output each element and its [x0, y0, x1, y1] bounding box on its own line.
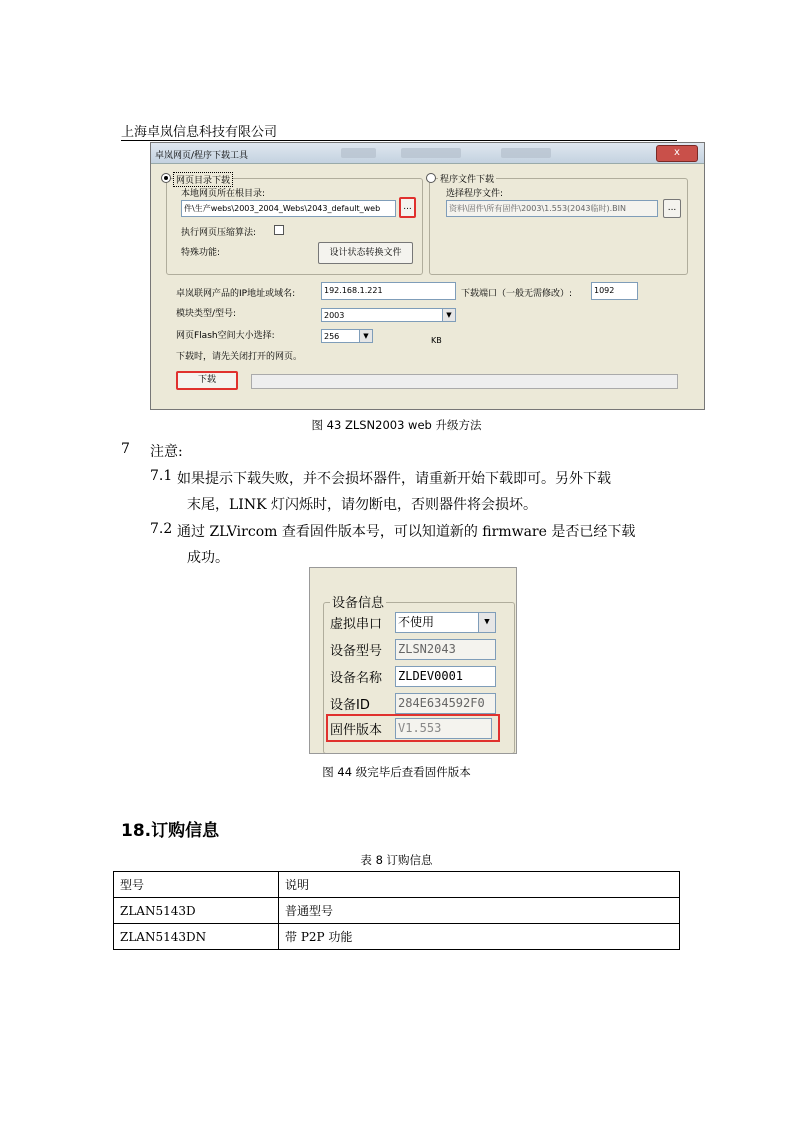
note-item1-line2: 末尾，LINK 灯闪烁时，请勿断电，否则器件将会损坏。: [187, 497, 537, 513]
port-label: 下载端口（一般无需修改）:: [461, 289, 573, 299]
device-info-window: [309, 567, 517, 754]
section-title: 18.订购信息: [121, 821, 220, 841]
table-caption: 表 8 订购信息: [360, 853, 433, 867]
note-item2-line2: 成功。: [187, 550, 229, 566]
special-label: 特殊功能:: [181, 248, 221, 258]
table-header-cell: 型号: [114, 872, 279, 898]
flash-size-select[interactable]: [321, 329, 373, 343]
order-table: [113, 871, 680, 950]
table-cell: 带 P2P 功能: [279, 924, 680, 950]
figure44-caption: 图 44 级完毕后查看固件版本: [322, 765, 471, 779]
model-label: 模块类型/型号:: [176, 309, 237, 319]
table-row: [114, 924, 680, 950]
device-name-field[interactable]: ZLDEV0001: [395, 666, 496, 687]
device-model-label: 设备型号: [330, 644, 383, 659]
blurred-titlebar-item: [401, 148, 461, 158]
figure43-caption: 图 43 ZLSN2003 web 升级方法: [311, 418, 482, 432]
compress-checkbox[interactable]: [274, 225, 284, 235]
download-progress-bar: [251, 374, 678, 389]
table-cell: ZLAN5143D: [114, 898, 279, 924]
table-header-row: [114, 872, 680, 898]
note-title: 注意:: [150, 444, 183, 460]
model-select-value: 2003: [324, 311, 345, 320]
web-download-label: 网页目录下载: [173, 172, 233, 187]
note-item1-line1: 如果提示下载失败，并不会损坏器件，请重新开始下载即可。另外下载: [177, 471, 611, 487]
device-id-field: 284E634592F0: [395, 693, 496, 714]
virtual-serial-label: 虚拟串口: [330, 617, 383, 632]
program-file-input[interactable]: 资料\固件\所有固件\2003\1.553(2043临时).BIN: [446, 200, 658, 217]
firmware-version-field: V1.553: [395, 718, 492, 739]
header-rule: [121, 140, 677, 141]
root-dir-label: 本地网页所在根目录:: [181, 189, 266, 199]
program-file-label: 选择程序文件:: [446, 189, 504, 199]
device-id-label: 设备ID: [330, 698, 370, 713]
flash-unit: KB: [431, 336, 442, 345]
virtual-serial-value: 不使用: [398, 615, 435, 629]
note-item2-line1: 通过 ZLVircom 查看固件版本号，可以知道新的 firmware 是否已经下载: [177, 524, 636, 540]
note-item1-number: 7.1: [150, 468, 173, 484]
chevron-down-icon[interactable]: ▼: [478, 613, 495, 632]
table-cell: 普通型号: [279, 898, 680, 924]
firmware-version-label: 固件版本: [330, 723, 383, 738]
root-dir-input[interactable]: 件\生产webs\2003_2004_Webs\2043_default_web: [181, 200, 396, 217]
window-titlebar: [151, 143, 704, 164]
flash-size-label: 网页Flash空间大小选择:: [176, 331, 275, 341]
program-download-radio[interactable]: [426, 173, 436, 183]
chevron-down-icon[interactable]: ▼: [359, 330, 372, 342]
table-row: [114, 898, 680, 924]
design-convert-button[interactable]: 设计状态转换文件: [318, 242, 413, 264]
note-item2-number: 7.2: [150, 521, 173, 537]
close-pages-hint: 下载时，请先关闭打开的网页。: [176, 352, 303, 362]
close-button[interactable]: x: [656, 145, 698, 162]
port-input[interactable]: 1092: [591, 282, 638, 300]
download-tool-window: [150, 142, 705, 410]
table-cell: ZLAN5143DN: [114, 924, 279, 950]
program-file-browse-button[interactable]: ...: [663, 199, 681, 218]
note-number: 7: [121, 441, 130, 457]
web-download-radio[interactable]: [161, 173, 171, 183]
blurred-titlebar-item: [341, 148, 376, 158]
company-header: 上海卓岚信息科技有限公司: [121, 125, 278, 140]
chevron-down-icon[interactable]: ▼: [442, 309, 455, 321]
table-header-cell: 说明: [279, 872, 680, 898]
device-model-field: ZLSN2043: [395, 639, 496, 660]
blurred-titlebar-item: [501, 148, 551, 158]
ip-input[interactable]: 192.168.1.221: [321, 282, 456, 300]
window-title: 卓岚网页/程序下载工具: [155, 151, 249, 161]
device-info-title: 设备信息: [330, 592, 386, 611]
virtual-serial-select[interactable]: [395, 612, 496, 633]
model-select[interactable]: [321, 308, 456, 322]
ip-label: 卓岚联网产品的IP地址或域名:: [176, 289, 296, 299]
compress-label: 执行网页压缩算法:: [181, 228, 257, 238]
root-dir-browse-button[interactable]: ...: [399, 197, 416, 218]
program-download-label: 程序文件下载: [438, 172, 496, 185]
flash-size-value: 256: [324, 332, 340, 341]
device-name-label: 设备名称: [330, 671, 383, 686]
download-button[interactable]: 下载: [176, 371, 238, 390]
